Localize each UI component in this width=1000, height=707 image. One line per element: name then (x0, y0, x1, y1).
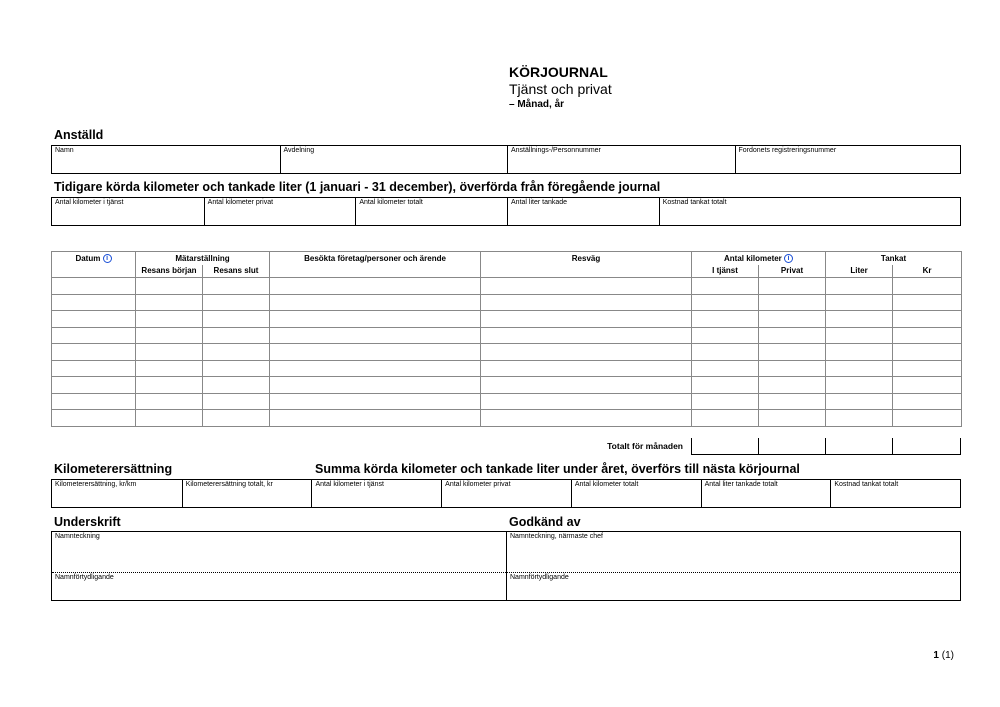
log-cell[interactable] (893, 360, 962, 377)
col-trip-start-header: Resans början (136, 265, 203, 278)
log-cell[interactable] (52, 360, 136, 377)
previous-box (51, 197, 961, 226)
name-field[interactable]: Namn (55, 147, 74, 154)
log-cell[interactable] (481, 327, 692, 344)
log-cell[interactable] (759, 360, 826, 377)
log-cell[interactable] (52, 311, 136, 328)
log-cell[interactable] (481, 377, 692, 394)
signature-clarification-field[interactable]: Namnförtydligande (55, 574, 114, 581)
total-km-service-cell[interactable] (691, 438, 759, 455)
table-row (52, 327, 962, 344)
col-visited-sub (270, 265, 481, 278)
col-route-header: Resväg (481, 252, 692, 265)
comp-rate-field[interactable]: Kilometerersättning, kr/km (55, 481, 137, 488)
col-date-sub (52, 265, 136, 278)
log-cell[interactable] (136, 344, 203, 361)
log-cell[interactable] (52, 327, 136, 344)
table-row (52, 410, 962, 427)
log-cell[interactable] (270, 278, 481, 295)
log-cell[interactable] (136, 377, 203, 394)
log-cell[interactable] (203, 327, 270, 344)
log-cell[interactable] (481, 344, 692, 361)
compensation-box (51, 479, 961, 508)
col-date-label: Datum (75, 253, 101, 263)
col-km-private-header: Privat (759, 265, 826, 278)
table-row (52, 311, 962, 328)
log-cell[interactable] (203, 393, 270, 410)
page-current: 1 (933, 650, 939, 661)
col-odometer-header: Mätarställning (136, 252, 270, 265)
log-cell[interactable] (203, 294, 270, 311)
log-cell[interactable] (270, 311, 481, 328)
log-cell[interactable] (270, 393, 481, 410)
log-cell[interactable] (136, 327, 203, 344)
log-cell[interactable] (826, 393, 893, 410)
col-km-label: Antal kilometer (724, 253, 782, 263)
log-cell[interactable] (203, 360, 270, 377)
col-liter-header: Liter (826, 265, 893, 278)
log-cell[interactable] (203, 377, 270, 394)
log-cell[interactable] (52, 410, 136, 427)
approved-box (506, 531, 961, 601)
col-trip-end-header: Resans slut (203, 265, 270, 278)
log-cell[interactable] (826, 311, 893, 328)
col-visited-header: Besökta företag/personer och ärende (270, 252, 481, 265)
total-liter-cell[interactable] (825, 438, 893, 455)
table-row (52, 393, 962, 410)
log-cell[interactable] (52, 393, 136, 410)
table-row (52, 360, 962, 377)
log-cell[interactable] (826, 377, 893, 394)
log-cell[interactable] (826, 327, 893, 344)
log-cell[interactable] (136, 278, 203, 295)
log-cell[interactable] (692, 344, 759, 361)
log-cell[interactable] (826, 294, 893, 311)
log-body (52, 278, 962, 427)
document-title: KÖRJOURNAL (509, 64, 608, 80)
employee-heading: Anställd (54, 128, 104, 142)
monthly-total-label: Totalt för månaden (607, 441, 683, 451)
comp-total-field[interactable]: Kilometerersättning totalt, kr (182, 480, 312, 507)
log-cell[interactable] (692, 294, 759, 311)
log-cell[interactable] (893, 278, 962, 295)
employee-box (51, 145, 961, 174)
log-cell[interactable] (136, 393, 203, 410)
log-cell[interactable] (893, 393, 962, 410)
log-cell[interactable] (893, 311, 962, 328)
previous-heading: Tidigare körda kilometer och tankade liter (1 januari - 31 december), överförda från föregående journal (54, 180, 661, 194)
log-cell[interactable] (893, 294, 962, 311)
table-row (52, 278, 962, 295)
signature-heading: Underskrift (54, 515, 121, 529)
log-cell[interactable] (136, 311, 203, 328)
table-row (52, 344, 962, 361)
prev-liters-field[interactable]: Antal liter tankade (507, 198, 659, 225)
col-fuel-header: Tankat (826, 252, 962, 265)
document-period: – Månad, år (509, 99, 565, 110)
signature-box (51, 531, 507, 601)
log-cell[interactable] (481, 294, 692, 311)
log-cell[interactable] (52, 278, 136, 295)
log-cell[interactable] (893, 377, 962, 394)
log-cell[interactable] (203, 278, 270, 295)
log-cell[interactable] (692, 393, 759, 410)
log-cell[interactable] (692, 327, 759, 344)
log-cell[interactable] (481, 410, 692, 427)
year-fuel-cost-field[interactable]: Kostnad tankat totalt (830, 480, 960, 507)
page-total: (1) (941, 650, 954, 661)
log-cell[interactable] (481, 393, 692, 410)
log-cell[interactable] (481, 360, 692, 377)
col-kr-header: Kr (893, 265, 962, 278)
log-cell[interactable] (692, 377, 759, 394)
prev-fuel-cost-field[interactable]: Kostnad tankat totalt (659, 198, 960, 225)
log-cell[interactable] (270, 377, 481, 394)
log-cell[interactable] (759, 278, 826, 295)
col-km-service-header: I tjänst (692, 265, 759, 278)
manager-signature-field[interactable]: Namnteckning, närmaste chef (510, 533, 603, 540)
log-cell[interactable] (692, 278, 759, 295)
info-icon[interactable]: i (103, 254, 112, 263)
manager-clarification-field[interactable]: Namnförtydligande (510, 574, 569, 581)
prev-km-private-field[interactable]: Antal kilometer privat (204, 198, 356, 225)
monthly-total-row (51, 438, 961, 455)
log-cell[interactable] (203, 311, 270, 328)
log-cell[interactable] (692, 311, 759, 328)
compensation-heading: Kilometerersättning (54, 462, 173, 476)
log-cell[interactable] (826, 344, 893, 361)
log-cell[interactable] (270, 360, 481, 377)
log-cell[interactable] (893, 410, 962, 427)
log-cell[interactable] (270, 327, 481, 344)
log-cell[interactable] (893, 344, 962, 361)
col-date-header (52, 252, 136, 265)
document-subtitle: Tjänst och privat (509, 81, 612, 97)
col-km-header (692, 252, 826, 265)
year-km-private-field[interactable]: Antal kilometer privat (441, 480, 571, 507)
employee-number-field[interactable]: Anställnings-/Personnummer (507, 146, 735, 173)
signature-field[interactable]: Namnteckning (55, 533, 100, 540)
log-cell[interactable] (759, 311, 826, 328)
year-liters-field[interactable]: Antal liter tankade totalt (701, 480, 831, 507)
col-route-sub (481, 265, 692, 278)
log-cell[interactable] (52, 294, 136, 311)
log-cell[interactable] (52, 377, 136, 394)
log-cell[interactable] (481, 278, 692, 295)
log-cell[interactable] (692, 360, 759, 377)
vehicle-registration-field[interactable]: Fordonets registreringsnummer (735, 146, 961, 173)
log-cell[interactable] (270, 410, 481, 427)
log-cell[interactable] (136, 294, 203, 311)
log-cell[interactable] (759, 393, 826, 410)
log-cell[interactable] (270, 344, 481, 361)
prev-km-total-field[interactable]: Antal kilometer totalt (355, 198, 507, 225)
driving-log-table (51, 251, 962, 427)
document-title-block (509, 64, 612, 111)
divider (52, 572, 506, 573)
year-km-service-field[interactable]: Antal kilometer i tjänst (311, 480, 441, 507)
log-cell[interactable] (893, 327, 962, 344)
log-cell[interactable] (759, 410, 826, 427)
log-cell[interactable] (759, 294, 826, 311)
log-cell[interactable] (203, 410, 270, 427)
total-kr-cell[interactable] (892, 438, 961, 455)
log-cell[interactable] (136, 410, 203, 427)
page-number (933, 650, 954, 661)
prev-km-service-field[interactable]: Antal kilometer i tjänst (55, 199, 124, 206)
divider (507, 572, 960, 573)
log-cell[interactable] (481, 311, 692, 328)
table-row (52, 377, 962, 394)
log-cell[interactable] (203, 344, 270, 361)
log-cell[interactable] (136, 360, 203, 377)
log-cell[interactable] (826, 360, 893, 377)
info-icon[interactable]: i (784, 254, 793, 263)
table-row (52, 294, 962, 311)
log-cell[interactable] (52, 344, 136, 361)
log-cell[interactable] (759, 344, 826, 361)
log-cell[interactable] (270, 294, 481, 311)
log-cell[interactable] (759, 377, 826, 394)
total-km-private-cell[interactable] (758, 438, 826, 455)
log-cell[interactable] (826, 410, 893, 427)
log-cell[interactable] (759, 327, 826, 344)
yearsum-heading: Summa körda kilometer och tankade liter under året, överförs till nästa körjournal (315, 462, 800, 476)
approved-heading: Godkänd av (509, 515, 581, 529)
year-km-total-field[interactable]: Antal kilometer totalt (571, 480, 701, 507)
log-cell[interactable] (826, 278, 893, 295)
department-field[interactable]: Avdelning (280, 146, 508, 173)
log-cell[interactable] (692, 410, 759, 427)
